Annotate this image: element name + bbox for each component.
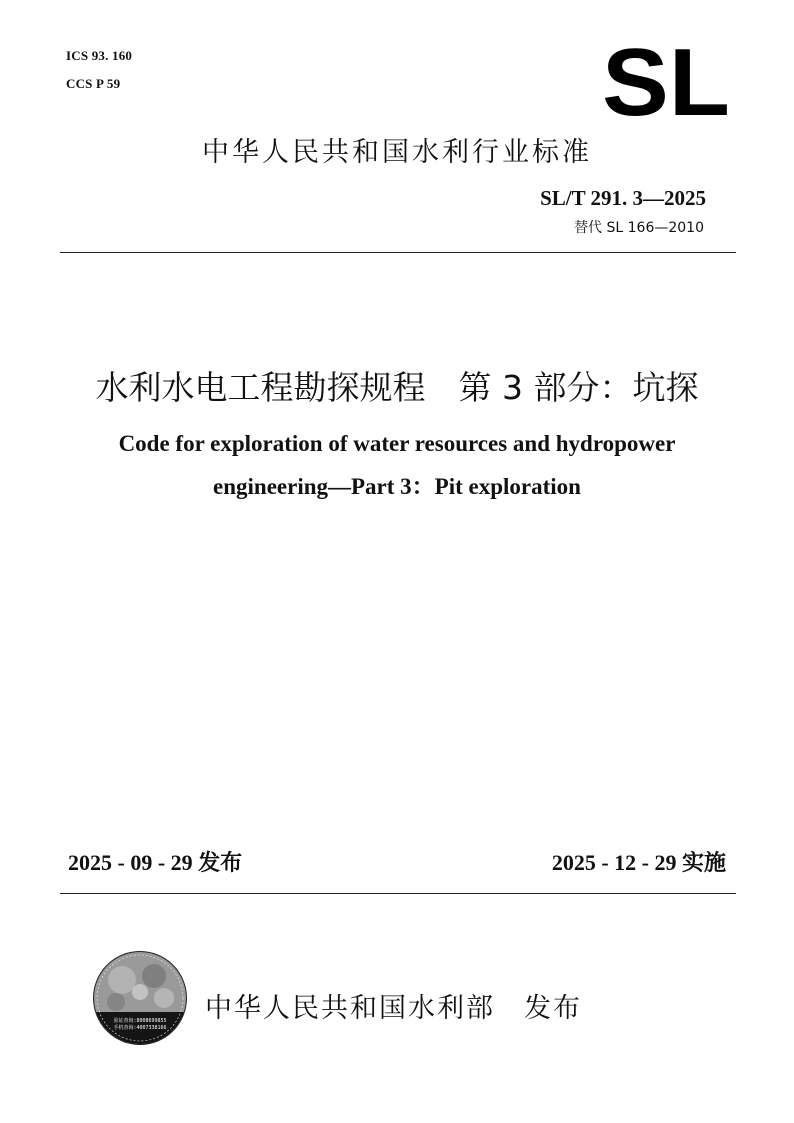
sl-logo: [600, 42, 732, 118]
ccs-code: CCS P 59: [66, 76, 121, 91]
english-title-line-1: Code for exploration of water resources and hydropower: [118, 431, 676, 456]
publisher: 中华人民共和国水利部 发布: [205, 993, 582, 1024]
replaces-note: 替代 SL 166—2010: [574, 220, 704, 236]
seal-text-line-1: 验证查询:8008699855: [113, 1018, 167, 1024]
ics-code: ICS 93. 160: [66, 48, 133, 63]
english-title-line-2: engineering—Part 3：Pit exploration: [213, 474, 581, 499]
anti-counterfeit-seal: [92, 950, 188, 1046]
header-title: 中华人民共和国水利行业标准: [202, 137, 592, 168]
seal-text-line-2: 手机查询:4007338166: [113, 1025, 167, 1031]
bottom-divider: [60, 893, 736, 894]
chinese-title: 水利水电工程勘探规程 第 3 部分：坑探: [95, 368, 699, 407]
top-divider: [60, 252, 736, 253]
issue-date: 2025 - 09 - 29 发布: [68, 850, 243, 875]
logo-text: SL: [602, 42, 730, 118]
standard-number: SL/T 291. 3—2025: [540, 186, 706, 210]
implementation-date: 2025 - 12 - 29 实施: [551, 850, 726, 875]
